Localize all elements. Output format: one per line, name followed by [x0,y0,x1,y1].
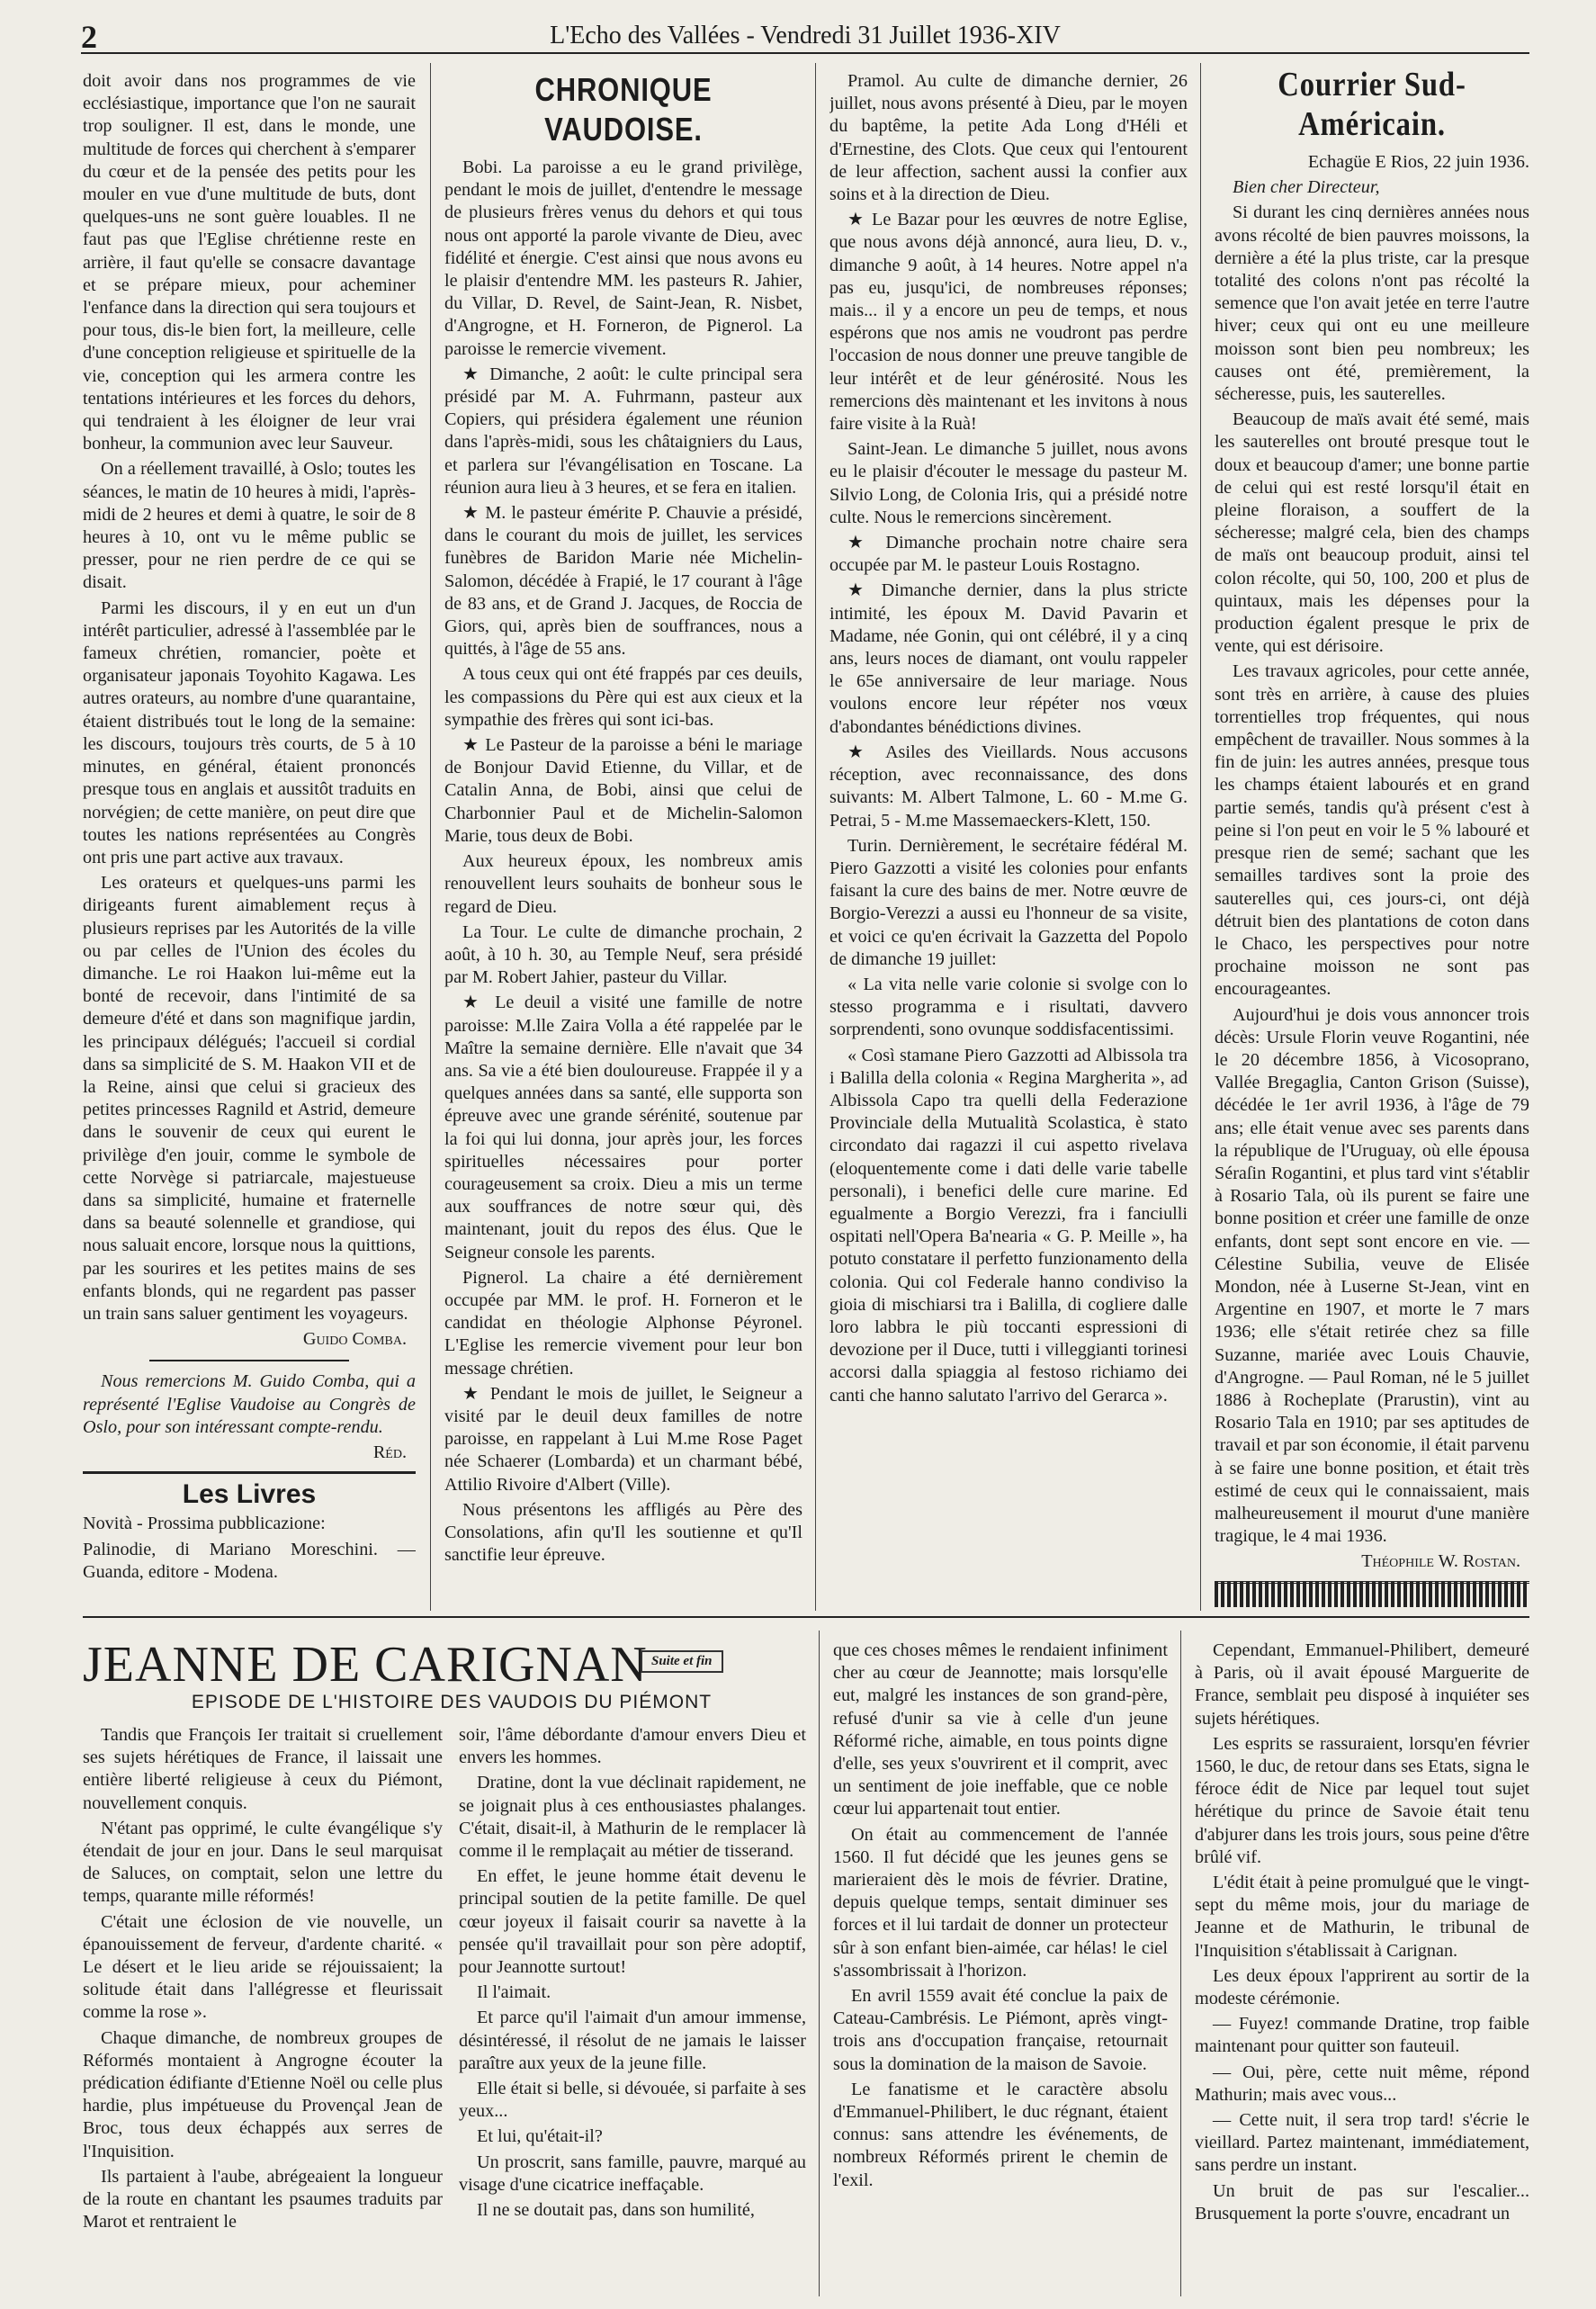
section-heading-chronique: CHRONIQUE VAUDOISE. [534,71,713,148]
story-paragraph: Elle était si belle, si dévouée, si parfaite à ses yeux... [459,2079,806,2122]
article-paragraph: On a réellement travaillé, à Oslo; toutes les séances, le matin de 10 heures à midi, l'après-midi de 2 heures et demi à quatre, le soir de 8 heures à 10, ont vu le même public se presser, pour ne rien perdre de ce qui se disait. [83,459,416,593]
column-rule [430,63,431,1611]
dateline: Echagüe E Rios, 22 juin 1936. [1307,152,1529,172]
section-heading-courrier: Courrier Sud-Américain. [1278,66,1466,143]
story-paragraph: — Oui, père, cette nuit même, répond Mathurin; mais avec vous... [1195,2062,1529,2105]
article-paragraph: Pignerol. La chaire a été dernièrement occupée par MM. le prof. H. Forneron et le candidat en théologie Alphonse Péyronel. L'Eglise les remercie vivement pour leur bon message chrétien. [444,1267,802,1379]
article-paragraph: doit avoir dans nos programmes de vie ecclésiastique, importance que l'on ne saurait trop souligner. Il est, dans le monde, une multitude de forces qui cherchent à s'emparer du cœur et de la pensée des petits pour les mouler en vue d'une multitude de buts, dont quelques-uns ne sont guère louables. Il ne faut pas que l'Eglise chrétienne reste en arrière, il faut qu'elle se consacre davantage et se prépare mieux, pour acheminer l'enfance dans la direction qui sera toujours et pour tous, dis-le bien fort, la meilleure, celle d'une conception religieuse et spirituelle de la vie, conception qui les armera contre les tentations intérieures et les forces du dehors, qui tendraient à les éloigner de leur vrai bonheur, la communion avec leur Sauveur. [83,71,416,454]
article-paragraph: A tous ceux qui ont été frappés par ces deuils, les compassions du Père qui est aux cieux et la sympathie des frères qui sont ici-bas. [444,664,802,730]
column-rule [1180,1631,1181,2296]
article-paragraph: Saint-Jean. Le dimanche 5 juillet, nous avons eu le plaisir d'écouter le message du pasteur M. Silvio Long, de Colonia Iris, qui a présidé notre culte. Nous le remercions sincèrement. [829,439,1188,527]
article-signature: Théophile W. Rostan. [1361,1551,1520,1572]
book-notice-line: Palinodie, di Mariano Moreschini. — Guanda, editore - Modena. [83,1539,416,1582]
page-header [81,11,1529,54]
article-paragraph: « Così stamane Piero Gazzotti ad Albissola tra i Balilla della colonia « Regina Margherita », ad Albissola Capo tra quelli della Federazione Provinciale della Mutualità Scolastica, è stato circondato dai ragazzi il cui aspetto rivelava (eloquentemente come i dati delle varie tabelle personali), i benefici delle cure marine. Ed egualmente a Borgio Verezzi, fra i fanciulli ospitati nell'Opera Ba'nearia « G. P. Meille », ha potuto constatare il perfetto funzionamento della colonia. Qui col Federale hanno condiviso la gioia di mischiarsi tra i Balilla, di cogliere dalle loro labbra le più toccanti espressioni di devozione per il Duce, tutti i villeggianti torinesi accorsi dalla spiaggia al festoso richiamo dei canti che hanno salutato l'arrivo del Gerarca ». [829,1045,1188,1406]
story-paragraph: Un bruit de pas sur l'escalier... Brusquement la porte s'ouvre, encadrant un [1195,2180,1529,2224]
article-paragraph: Les orateurs et quelques-uns parmi les dirigeants furent aimablement reçus à plusieurs reprises par les Autorités de la ville ou par celles de l'Union des écoles du dimanche. Le roi Haakon lui-même eut la bonté de recevoir, dans l'intimité de sa demeure d'été et dans son magnifique jardin, les principaux délégués; l'accueil si cordial dans sa simplicité de S. M. Haakon VII et de la Reine, ainsi que celui si gracieux des petites princesses Ragnild et Astrid, demeure dans le souvenir de ceux qui eurent le privilège d'en jouir, comme le symbole de cette Norvège si patriarcale, majestueuse dans sa simplicité, humaine et fraternelle dans sa beauté solennelle et grandiose, qui nous saluait encore, lorsque nous la quittions, par les sourires et les petites mains de ses enfants blonds, qui ne regardent pas passer un train sans saluer gentiment les voyageurs. [83,873,416,1324]
article-paragraph: ★ Dimanche prochain notre chaire sera occupée par M. le pasteur Louis Rostagno. [829,533,1188,576]
story-paragraph: Dratine, dont la vue déclinait rapidement, ne se joignait plus à ces enthousiastes phalanges. C'était, disait-il, à Mathurin de le remplacer là comme il le remplaçait au métier de tisserand. [459,1773,806,1862]
article-paragraph: ★ Le Bazar pour les œuvres de notre Eglise, que nous avons déjà annoncé, aura lieu, D. v., dimanche 9 août, à 14 heures. Notre appel n'a pas eu, jusqu'ici, de nombreuses réponses; mais... il y a encore un peu de temps, et nous espérons que nos amis ne voudront pas perdre l'occasion de nous donner une preuve tangible de leur intérêt et de leur générosité. Nous les remercions dès maintenant et les invitons à nous faire visite à la Ruà! [829,210,1188,435]
article-paragraph: « La vita nelle varie colonie si svolge con lo stesso programma e i risultati, davvero sorprendenti, sono ovunque soddisfacentissimi. [829,974,1188,1040]
story-paragraph: — Fuyez! commande Dratine, trop faible maintenant pour quitter son fauteuil. [1195,2014,1529,2057]
story-paragraph: En avril 1559 avait été conclue la paix de Cateau-Cambrésis. Le Piémont, après vingt-trois ans d'occupation française, retournait sous la domination de la maison de Savoie. [833,1986,1168,2074]
feuilleton-column-4 [1195,1640,1529,2300]
story-paragraph: Un proscrit, sans famille, pauvre, marqué au visage d'une cicatrice ineffaçable. [459,2152,806,2195]
story-paragraph: — Cette nuit, il sera trop tard! s'écrie le vieillard. Partez maintenant, immédiatement, sans perdre un instant. [1195,2110,1529,2176]
story-paragraph: Ils partaient à l'aube, abrégeaient la longueur de la route en chantant les psaumes traduits par Marot et rentraient le [83,2166,443,2233]
article-paragraph: ★ Le deuil a visité une famille de notre paroisse: M.lle Zaira Volla a été rappelée par le Maître la semaine dernière. Elle n'avait que 34 ans. Sa vie a été bien douloureuse. Frappée il y a quelques années dans sa santé, elle supporta son épreuve avec une grande sérénité, soutenue par la foi qui lui donna, jour après jour, les forces spirituelles nécessaires pour porter courageusement sa croix. Dieu a mis un terme aux souffrances de notre sœur qui, dès maintenant, jouit du repos des élus. Que le Seigneur console les parents. [444,993,802,1262]
story-paragraph: Cependant, Emmanuel-Philibert, demeuré à Paris, où il avait épousé Marguerite de France, semblait peu disposé à inquiéter ses sujets hérétiques. [1195,1640,1529,1729]
column-3 [829,70,1188,1607]
article-paragraph: Turin. Dernièrement, le secrétaire fédéral M. Piero Gazzotti a visité les colonies pour enfants faisant la cure des bains de mer. Notre œuvre de Borgio-Verezzi a aussi eu l'honneur de sa visite, et voici ce qu'en écrivait la Gazzetta del Popolo de dimanche 19 juillet: [829,835,1188,969]
story-paragraph: Il ne se doutait pas, dans son humilité, [477,2200,755,2221]
story-paragraph: L'édit était à peine promulgué que le vingt-sept du même mois, jour du mariage de Jeanne et de Mathurin, le tribunal de l'Inquisition s'établissait à Carignan. [1195,1873,1529,1961]
ornamental-divider [1215,1581,1529,1607]
article-paragraph: Si durant les cinq dernières années nous avons récolté de bien pauvres moissons, la dernière a été la plus triste, car la presque totalité des colons n'ont pas récolté la semence que l'on avait jetée en terre l'autre hiver; ceux qui ont eu une meilleure moisson sont bien peu nombreux; les causes ont été, premièrement, la sécheresse, puis, les sauterelles. [1215,202,1529,405]
article-paragraph: ★ Asiles des Vieillards. Nous accusons réception, avec reconnaissance, des dons suivants: M. Albert Talmone, L. 60 - M.me G. Petrai, 5 - M.me Massemaeckers-Klett, 150. [829,741,1188,831]
story-paragraph: Le fanatisme et le caractère absolu d'Emmanuel-Philibert, le duc régnant, étaient connus: sans attendre les événements, de nombreux Réformés prirent le chemin de l'exil. [833,2079,1168,2190]
article-paragraph: Pramol. Au culte de dimanche dernier, 26 juillet, nous avons présenté à Dieu, par le moyen du baptême, la petite Ada Long d'Héli et d'Ernestine, des Clots. Que ceux qui l'entourent de leur affection, sachent aussi la confier aux soins et à la direction de Dieu. [829,71,1188,205]
story-paragraph: que ces choses mêmes le rendaient infiniment cher au cœur de Jeannotte; mais lorsqu'elle eut, malgré les instances de son grand-père, refusé d'unir sa vie à celle d'un jeune Réformé riche, aimable, en tous points digne d'elle, ses yeux s'ouvrirent et il comprit, avec un sentiment de joie ineffable, que ce noble cœur lui appartenait tout entier. [833,1640,1168,1819]
article-paragraph: Beaucoup de maïs avait été semé, mais les sauterelles ont brouté presque tout le doux et beaucoup d'amer; une bonne partie de celui qui est resté lorsqu'il était en pleine floraison, a souffert de la sécheresse; malgré cela, bien des champs de maïs ont beaucoup produit, ainsi tel colon récolte, qui 50, 100, 200 et plus de quintaux, mais les dépenses pour la production égalent presque le prix de vente, qui est dérisoire. [1215,409,1529,657]
story-paragraph: soir, l'âme débordante d'amour envers Dieu et envers les hommes. [459,1725,806,1768]
suite-label: Suite et fin [641,1650,723,1673]
section-heading-livres: Les Livres [182,1479,317,1510]
article-paragraph: ★ Dimanche dernier, dans la plus stricte intimité, les époux M. David Pavarin et Madame, née Gonin, qui ont célébré, il y a cinq ans, leurs noces de diamant, ont voulu rappeler le 65e anniversaire de leur mariage. Nous voulons encore leur répéter nos vœux d'abondantes bénédictions divines. [829,580,1188,737]
story-paragraph: Il l'aimait. [477,1982,551,2003]
masthead: L'Echo des Vallées - Vendredi 31 Juillet 1936-XIV [550,22,1061,49]
feuilleton-title: JEANNE DE CARIGNAN [83,1637,648,1693]
column-rule [819,1631,820,2296]
page-number: 2 [81,19,97,55]
column-4 [1215,65,1529,1607]
article-paragraph: ★ Le Pasteur de la paroisse a béni le mariage de Bonjour David Etienne, du Villar, et de Catalin Anna, de Bobi, ainsi que celui de Charbonnier Paul et de Michelin-Salomon Marie, tous deux de Bobi. [444,735,802,846]
story-paragraph: En effet, le jeune homme était devenu le principal soutien de la petite famille. De quel cœur joyeux il faisait courir sa navette à la pensée qu'il travaillait pour son père adoptif, pour Jeannotte surtout! [459,1866,806,1978]
article-paragraph: Aujourd'hui je dois vous annoncer trois décès: Ursule Florin veuve Rogantini, née le 20 décembre 1856, à Vicosoprano, Vallée Bregaglia, Canton Grison (Suisse), décédée le 1er avril 1936, à l'âge de 79 ans; elle était venue avec ses parents dans la république de l'Uruguay, où elle épousa Séraſin Rogantini, et plus tard vint s'établir à Rosario Tala, où ils purent se faire une bonne position et créer une famille de onze enfants, dont sept sont encore en vie. — Célestine Subilia, veuve de Elisée Mondon, née à Luserne St-Jean, vint en Argentine en 1907, et morte le 7 mars 1936; elle s'était retirée chez sa fille Suzanne, mariée avec Louis Chauvie, d'Angrogne. — Paul Roman, né le 5 juillet 1886 à Rocheplate (Prarustin), vint au Rosario Tala en 1910; par ses aptitudes de travail et par son économie, il était parvenu à se faire une bonne position, et était très estimé de ceux qui le connaissaient, mais malheureusement il mourut d'une manière tragique, le 4 mai 1936. [1215,1004,1529,1547]
article-signature: Guido Comba. [302,1329,407,1350]
story-paragraph: Et lui, qu'était-il? [477,2126,603,2147]
feuilleton-column-2 [459,1724,806,2300]
article-paragraph: Les travaux agricoles, pour cette année, sont très en arrière, à cause des pluies torrentielles trop fréquentes, qui nous empêchent de travailler. Nous sommes à la fin de juin: les autres années, presque tous les champs étaient labourés et en grand partie semés, tandis qu'à présent c'est à peine si l'on peut en voir le 5 % labouré et presque rien de semé; sachant que les semailles tardives sont la proie des sauterelles qui, ces jours-ci, ont déjà détruit bien des plantations de coton dans le Chaco, les perspectives pour notre prochaine moisson ne sont pas encourageantes. [1215,661,1529,1000]
editor-signature: Réd. [372,1442,407,1462]
story-paragraph: Chaque dimanche, de nombreux groupes de Réformés montaient à Angrogne écouter la prédication édifiante d'Etienne Noël ou celle plus hardie, plus impétueuse du Provençal Jean de Broc, tous deux échappés aux serres de l'Inquisition. [83,2027,443,2161]
article-paragraph: La Tour. Le culte de dimanche prochain, 2 août, à 10 h. 30, au Temple Neuf, sera présidé par M. Robert Jahier, pasteur du Villar. [444,921,802,988]
column-rule [815,63,816,1611]
article-paragraph: ★ M. le pasteur émérite P. Chauvie a présidé, dans le courant du mois de juillet, les services funèbres de Baridon Marie née Michelin-Salomon, décédée à Frapié, le 17 courant à l'âge de 83 ans, et de Grand J. Jacques, de Roccia de Giors, qui, après bien de souffrances, nous a quittés, à l'âge de 55 ans. [444,503,802,660]
story-paragraph: Et parce qu'il l'aimait d'un amour immense, désintéressé, il résolut de ne jamais le laisser paraître aux yeux de la jeune fille. [459,2008,806,2073]
article-paragraph: ★ Dimanche, 2 août: le culte principal sera présidé par M. A. Fuhrmann, pasteur aux Copiers, qui présidera également une réunion dans l'après-midi, sous les châtaigniers du Laus, et parlera sur l'évangélisation en Toscane. La réunion aura lieu à 3 heures, et se fera en italien. [444,364,802,498]
column-1 [83,70,416,1607]
story-paragraph: Tandis que François Ier traitait si cruellement ses sujets hérétiques de France, il laissait une entière liberté religieuse à ceux du Piémont, nouvellement conquis. [83,1725,443,1813]
article-paragraph: ★ Pendant le mois de juillet, le Seigneur a visité par le deuil deux familles de notre paroisse, en rappelant à Lui M.me Rose Paget née Schaerer (Lombarda) et un charmant bébé, Attilio Rivoire d'Albert (Ville). [444,1383,802,1495]
article-paragraph: Aux heureux époux, les nombreux amis renouvellent leurs souhaits de bonheur sous le regard de Dieu. [444,851,802,917]
divider [149,1360,349,1361]
article-paragraph: Nous présentons les affligés au Père des Consolations, afin qu'Il les soutienne et qu'Il sanctifie leur épreuve. [444,1499,802,1566]
section-rule [83,1616,1529,1618]
divider [83,1471,416,1474]
feuilleton-column-3 [833,1640,1168,2300]
story-paragraph: N'étant pas opprimé, le culte évangélique s'y étendait de jour en jour. Dans le seul marquisat de Saluces, on comptait, selon une lettre du temps, quarante mille réformés! [83,1818,443,1907]
article-paragraph: Bobi. La paroisse a eu le grand privilège, pendant le mois de juillet, d'entendre le message de plusieurs frères venus du dehors et qui tous nous ont apporté la parole vivante de Dieu, avec fidélité et énergie. C'est ainsi que nous avons eu le plaisir d'entendre MM. les pasteurs R. Jahier, du Villar, D. Revel, de Saint-Jean, R. Nisbet, d'Angrogne, et H. Forneron, de Pignerol. La paroisse le remercie vivement. [444,157,802,359]
editor-note: Nous remercions M. Guido Comba, qui a représenté l'Eglise Vaudoise au Congrès de Oslo, pour son intéressant compte-rendu. [83,1371,416,1437]
column-2 [444,70,802,1607]
salutation: Bien cher Directeur, [1233,177,1380,198]
article-paragraph: Parmi les discours, il y en eut un d'un intérêt particulier, adressé à l'assemblée par le fameux chrétien, romancier, poète et organisateur japonais Toyohito Kagawa. Les autres orateurs, au nombre d'une quarantaine, étaient distribués tout le long de la semaine: les discours, toujours très courts, de 5 à 10 minutes, en général, étaient prononcés presque tous en anglais et aussitôt traduits en norvégien; de cette manière, on peut dire que toutes les nations représentées au Congrès ont pris une part active aux travaux. [83,597,416,867]
column-rule [1200,63,1201,1611]
book-notice-line: Novità - Prossima pubblicazione: [83,1514,326,1534]
feuilleton-subtitle: EPISODE DE L'HISTOIRE DES VAUDOIS DU PIÉMONT [191,1692,713,1712]
story-paragraph: Les deux époux l'apprirent au sortir de la modeste cérémonie. [1195,1965,1529,2009]
story-paragraph: Les esprits se rassuraient, lorsqu'en février 1560, le duc, de retour dans ses Etats, signa le féroce édit de Nice par lequel tout sujet hérétique du prince de Savoie était tenu d'abjurer dans les trois jours, sous peine d'être brûlé vif. [1195,1733,1529,1867]
story-paragraph: On était au commencement de l'année 1560. Il fut décidé que les jeunes gens se marieraient dès le mois de février. Dratine, depuis quelque temps, sentait diminuer ses forces et il lui tardait de donner un protecteur sûr à son enfant bien-aimée, car hélas! le ciel s'assombrissait à l'horizon. [833,1824,1168,1981]
story-paragraph: C'était une éclosion de vie nouvelle, un épanouissement de ferveur, d'ardente charité. « Le désert et le lieu aride se réjouissaient; la solitude était dans l'allégresse et fleurissait comme la rose ». [83,1911,443,2023]
feuilleton-column-1 [83,1724,443,2300]
